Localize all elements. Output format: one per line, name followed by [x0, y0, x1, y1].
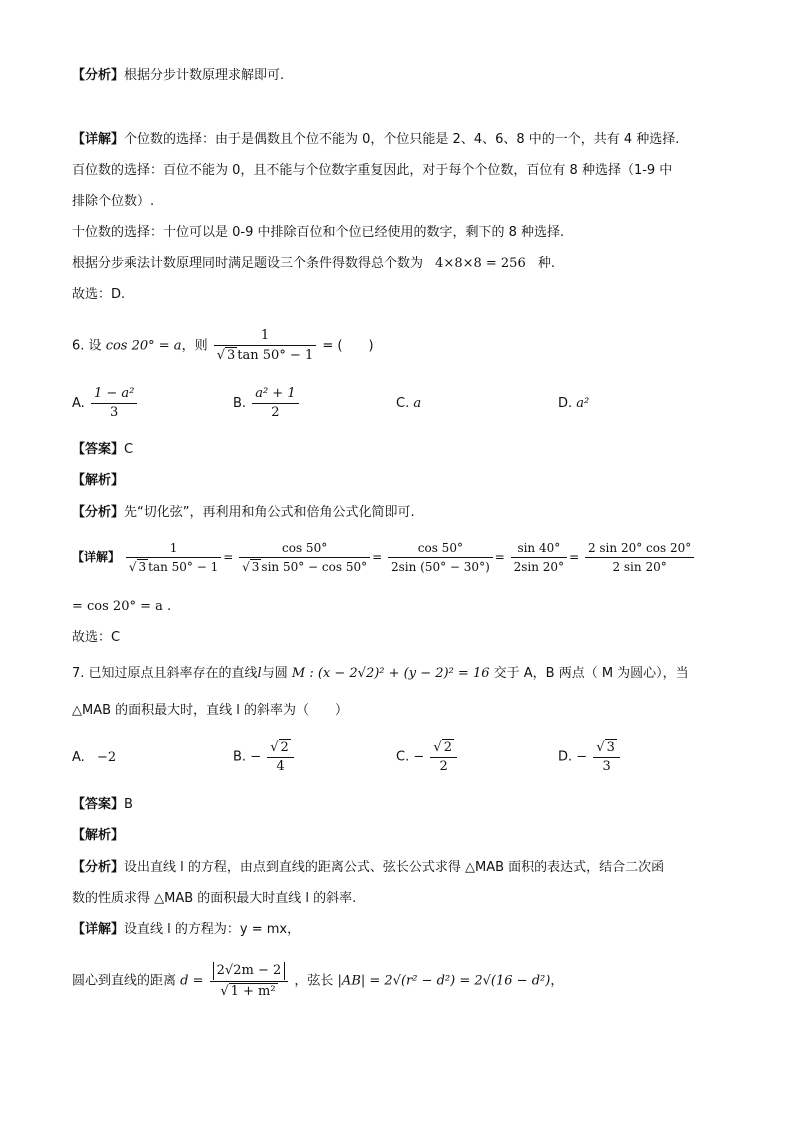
- q7-option-b-den: 4: [276, 759, 285, 774]
- q6-step-5-num: 2 sin 20° cos 20°: [585, 540, 694, 558]
- q6-option-a-num: 1 − a²: [91, 386, 137, 404]
- q6-frac-rad: 3: [227, 348, 236, 363]
- q7-d-num: 2√2m − 2: [213, 962, 286, 980]
- detail-tag: 【详解】: [72, 132, 125, 147]
- q6-step-1-den: tan 50° − 1: [148, 560, 219, 574]
- q6-option-d-value: a²: [576, 396, 590, 411]
- answer-pick-prev: 故选：D.: [72, 287, 126, 302]
- detail-prev-line3: 排除个位数）.: [72, 194, 155, 209]
- q6-option-b-den: 2: [271, 405, 280, 420]
- q6-analysis-text: 先“切化弦”，再利用和角公式和倍角公式化简即可.: [124, 505, 415, 520]
- q6-option-b-num: a² + 1: [252, 386, 298, 404]
- q6-answer-tag: 【答案】: [72, 442, 125, 457]
- q6-option-c[interactable]: [396, 394, 421, 414]
- q7-option-a-value: −2: [96, 750, 117, 765]
- q6-option-a-frac: [91, 386, 137, 421]
- q6-step-1-rad: 3: [138, 560, 147, 574]
- q7-explain-tag: 【解析】: [72, 828, 125, 843]
- q6-step-4-den: 2sin 20°: [513, 560, 565, 574]
- q7-d-den: 1 + m²: [230, 984, 276, 999]
- q7-chord-length: |AB| = 2√(r² − d²) = 2√(16 − d²): [337, 973, 551, 989]
- q7-stem-line2: △MAB 的面积最大时，直线 l 的斜率为（ ）: [72, 703, 349, 718]
- q7-analysis-text1: 设出直线 l 的方程，由点到直线的距离公式、弦长公式求得 △MAB 面积的表达式，结合二次函: [124, 860, 665, 875]
- detail-line1: 个位数的选择：由于是偶数且个位不能为 0，个位只能是 2、4、6、8 中的一个，共有 4 种选择.: [124, 132, 680, 147]
- q6-step-2-num: cos 50°: [239, 540, 370, 558]
- q7-analysis-line1: [72, 858, 664, 878]
- detail-prev-line1: [72, 130, 679, 150]
- q7-option-b[interactable]: [233, 739, 296, 775]
- q7-option-d-label: D.: [558, 749, 573, 765]
- q7-answer: [72, 795, 133, 815]
- q7-detail2-mid: ，弦长: [294, 973, 334, 989]
- q7-answer-tag: 【答案】: [72, 797, 125, 812]
- analysis-text: 根据分步计数原理求解即可.: [124, 68, 285, 83]
- q6-option-d[interactable]: [558, 394, 589, 414]
- q7-option-d-den: 3: [602, 759, 611, 774]
- q6-step-4-num: sin 40°: [511, 540, 567, 558]
- q6-frac-den: √ 3 tan 50° − 1: [216, 348, 314, 363]
- q6-frac-rest: tan 50° − 1: [237, 348, 314, 363]
- q7-option-c[interactable]: [396, 739, 459, 775]
- q6-stem-post: = ( ): [322, 338, 374, 354]
- q7-detail-line1: [72, 920, 300, 940]
- q7-line-l: l: [257, 666, 262, 681]
- q6-option-a-den: 3: [109, 405, 119, 420]
- q6-step-3-num: cos 50°: [388, 540, 493, 558]
- q6-option-a[interactable]: [72, 386, 139, 421]
- q6-step-2: $\frac{\cos 50^\circ}{√ 3 \sin 50^\circ - \cos 50^\circ}$: [239, 540, 370, 575]
- q7-d-label: d =: [180, 973, 204, 989]
- q6-analysis: [72, 503, 415, 523]
- q7-option-b-rad: 2: [280, 740, 289, 755]
- q7-option-d-rad: 3: [606, 740, 615, 755]
- q6-step-1: $\frac{1}{√ 3 \tan 50^\circ - 1}$: [126, 540, 221, 575]
- q6-detail: 【详解】 $\frac{1}{√ 3 \tan 50^\circ - 1}$ = $\frac{\cos 50^\circ}{√ 3 \sin 50^\circ - \cos 50^\circ}$ = $\frac{\cos 50^\circ}{2\sin (50^\circ - 30^\circ)}$ = $\frac{\sin 40^\circ}{2\sin 20^\circ}$ = $\frac{2 \sin 20^\circ \cos 20^\circ}{2 \sin 20^\circ}$: [72, 540, 696, 575]
- q6-detail-tag: 【详解】: [72, 550, 121, 564]
- q7-detail-text1: 设直线 l 的方程为：y = mx，: [124, 922, 301, 937]
- q7-option-a-label: A.: [72, 750, 85, 765]
- q7-analysis-line2: 数的性质求得 △MAB 的面积最大时直线 l 的斜率.: [72, 891, 357, 906]
- q7-detail-tag: 【详解】: [72, 922, 125, 937]
- q7-option-b-label: B.: [233, 749, 247, 765]
- q6-option-a-label: A.: [72, 396, 85, 411]
- q7-option-c-den: 2: [439, 759, 448, 774]
- q7-option-b-frac: $\frac{√ 2}{4}$: [267, 739, 294, 775]
- q7-detail2-pre: 圆心到直线的距离: [72, 973, 177, 989]
- q6-result: = cos 20° = a .: [72, 599, 172, 614]
- q6-option-c-value: a: [413, 396, 422, 411]
- q6-stem: [72, 328, 374, 364]
- q6-analysis-tag: 【分析】: [72, 505, 125, 520]
- q6-step-2-rad: 3: [251, 560, 260, 574]
- q7-d-fraction: $\frac{2√2m - 2}{\text{√ 1 + m²}}$: [210, 962, 289, 1000]
- q7-circle-equation: M : (x − 2√2)² + (y − 2)² = 16: [291, 666, 490, 681]
- q6-answer: [72, 440, 133, 460]
- q7-detail-line2: [72, 962, 563, 1000]
- analysis-tag: 【分析】: [72, 68, 125, 83]
- q6-answer-value: C: [124, 442, 134, 457]
- q7-option-c-label: C.: [396, 749, 410, 765]
- q7-option-c-frac: $\frac{√ 2}{2}$: [430, 739, 457, 775]
- q7-stem-post: 交于 A，B 两点（ M 为圆心），当: [493, 666, 689, 681]
- q6-step-5-den: 2 sin 20°: [612, 560, 667, 574]
- q7-detail2-post: ，: [550, 973, 564, 989]
- detail-prev-line2: 百位数的选择：百位不能为 0，且不能与个位数字重复因此，对于每个个位数，百位有 8 种选择（1-9 中: [72, 163, 673, 178]
- q6-option-b-frac: [252, 386, 298, 421]
- q6-answer-pick: 故选：C: [72, 630, 121, 645]
- q7-stem-pre: 7. 已知过原点且斜率存在的直线: [72, 666, 258, 681]
- q6-option-b[interactable]: [233, 386, 301, 421]
- q6-option-b-label: B.: [233, 396, 247, 411]
- q6-frac-num: 1: [214, 328, 317, 346]
- q6-step-1-num: 1: [126, 540, 221, 558]
- q7-analysis-tag: 【分析】: [72, 860, 125, 875]
- q7-option-c-sign: −: [413, 749, 425, 765]
- q6-step-2-den: sin 50° − cos 50°: [261, 560, 368, 574]
- q7-answer-value: B: [124, 797, 133, 812]
- q7-option-b-sign: −: [250, 749, 262, 765]
- detail-line5-math: 4×8×8 = 256: [435, 256, 526, 271]
- q6-step-5: [585, 540, 694, 575]
- q6-given: cos 20° = a: [105, 338, 182, 354]
- q7-stem-mid: 与圆: [261, 666, 288, 681]
- detail-prev-line5: [72, 254, 555, 274]
- q6-fraction: [214, 328, 317, 364]
- q7-option-c-rad: 2: [443, 740, 452, 755]
- q7-stem-line1: [72, 664, 689, 684]
- q6-option-c-label: C.: [396, 396, 410, 411]
- q6-option-d-label: D.: [558, 396, 573, 411]
- q7-option-d-frac: $\frac{√ 3}{3}$: [593, 739, 620, 775]
- q6-step-4: [511, 540, 567, 575]
- detail-line5-post: 种.: [537, 256, 556, 271]
- q6-step-3-den: 2sin (50° − 30°): [390, 560, 490, 574]
- q7-option-d-sign: −: [576, 749, 588, 765]
- detail-line5-pre: 根据分步乘法计数原理同时满足题设三个条件得数得总个数为: [72, 256, 424, 271]
- q6-stem-pre: 6. 设: [72, 338, 102, 354]
- q7-option-a[interactable]: [72, 748, 116, 768]
- q6-stem-mid: ，则: [181, 338, 208, 354]
- q7-option-d[interactable]: [558, 739, 622, 775]
- detail-prev-line4: 十位数的选择：十位可以是 0-9 中排除百位和个位已经使用的数字，剩下的 8 种选择.: [72, 225, 565, 240]
- analysis-prev: [72, 66, 284, 86]
- q6-explain-tag: 【解析】: [72, 473, 125, 488]
- q6-step-3: [388, 540, 493, 575]
